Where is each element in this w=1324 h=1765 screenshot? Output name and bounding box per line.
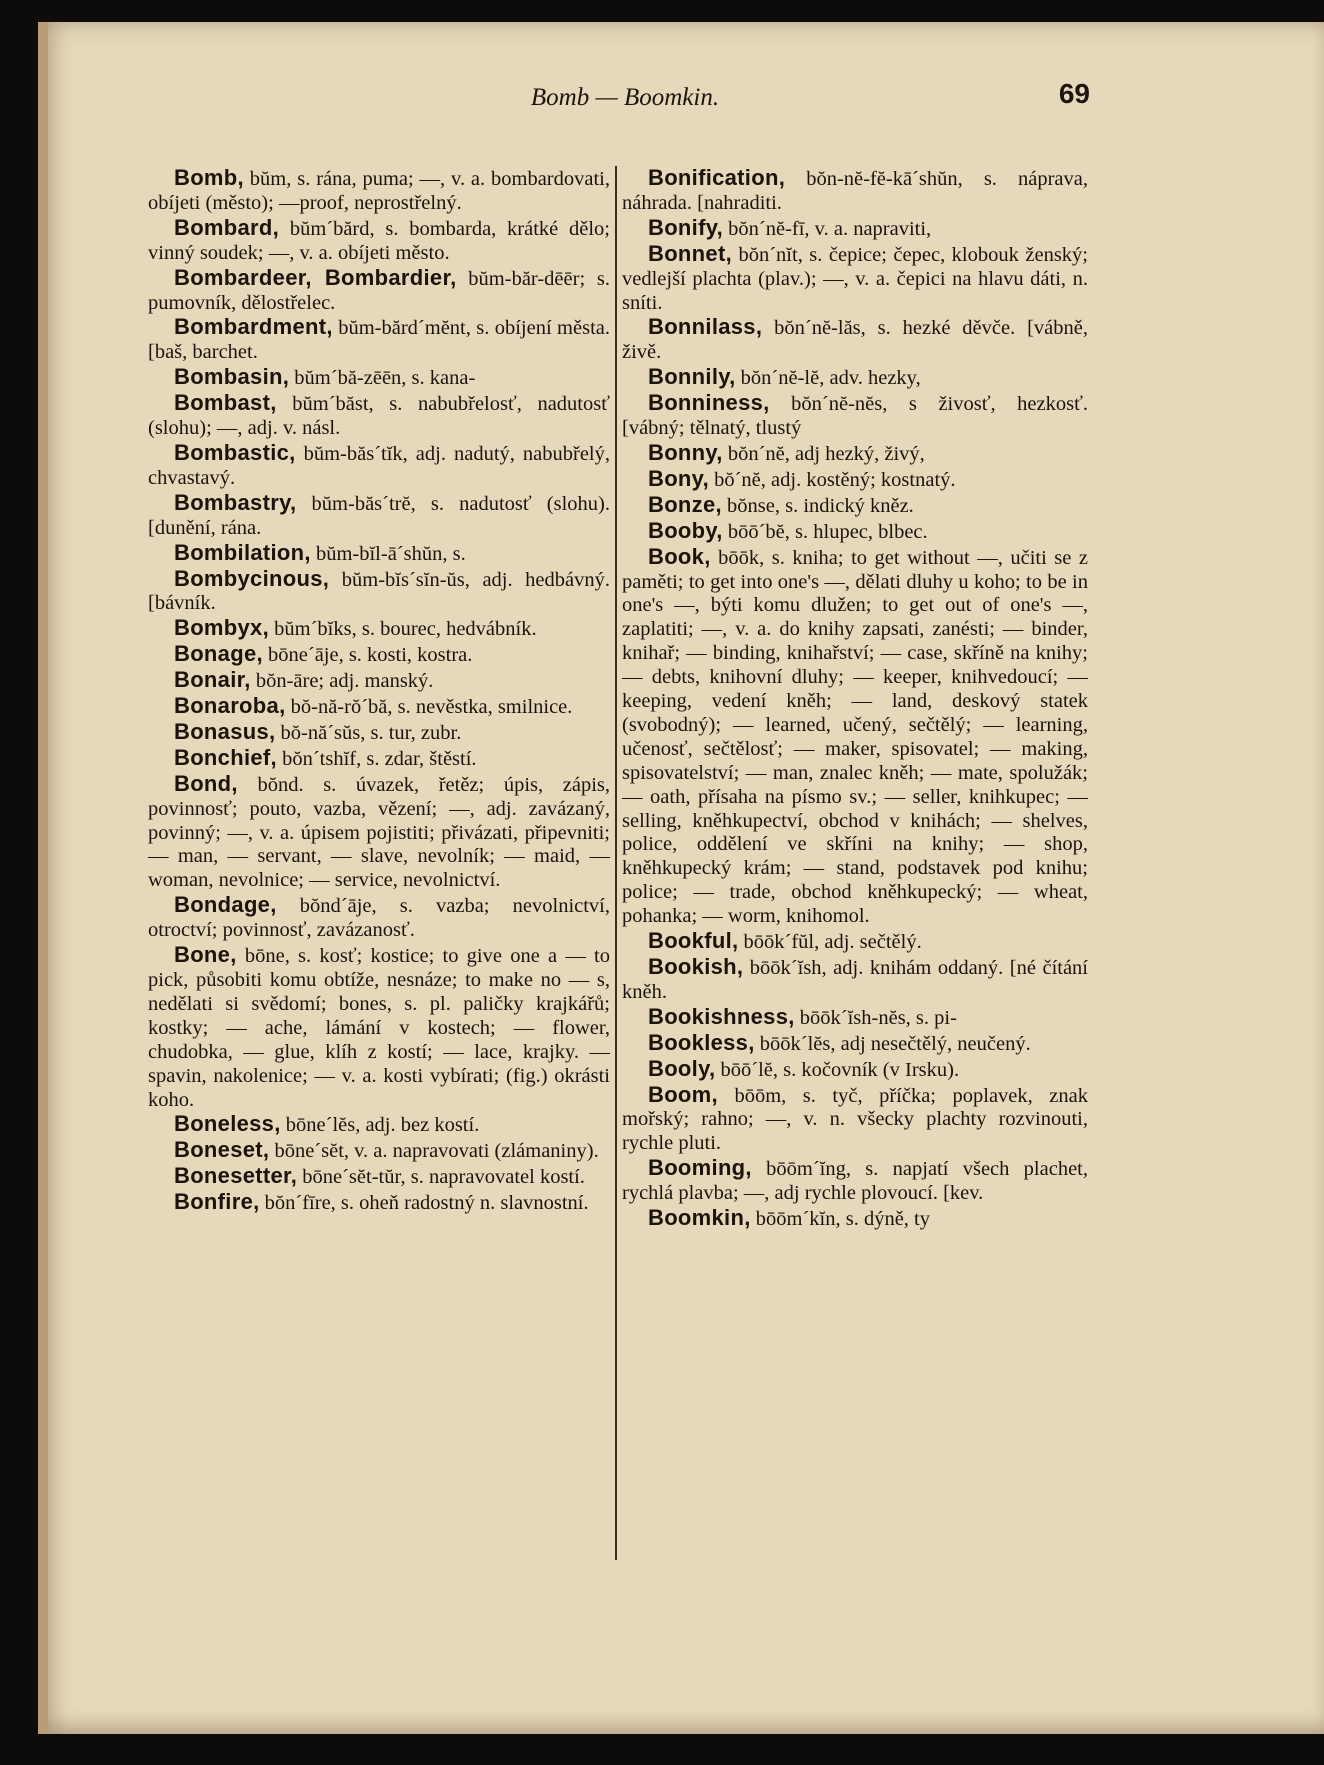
headword: Bombyx, <box>174 615 270 641</box>
dictionary-entry <box>622 467 1088 493</box>
dictionary-entry <box>148 441 610 491</box>
entry-definition: bŭm-bărd´mĕnt, s. obíjení města. [baš, barchet. <box>148 317 610 364</box>
headword: Bombastic, <box>174 439 296 465</box>
entry-definition: bŏnse, s. indický kněz. <box>721 494 914 517</box>
entry-definition: bōne´lĕs, adj. bez kostí. <box>280 1114 480 1137</box>
entry-definition: bŭm, s. rána, puma; —, v. a. bombardovati, obíjeti (město); —proof, neprostřelný. <box>148 168 610 214</box>
headword: Bombilation, <box>174 539 311 565</box>
headword: Booly, <box>648 1055 716 1081</box>
page-header <box>160 78 1090 118</box>
headword: Bonasus, <box>174 718 276 744</box>
headword: Bombardeer, Bombardier, <box>174 264 457 290</box>
entry-definition: bōōk, s. kniha; to get without —, učiti se z paměti; to get into one's —, dělati dluhy u koho; to be in one's —, býti komu dlužen; to get out of one's —, zaplatiti; —, v. a. do knihy zapsati, zanésti; — binder, knihař; — binding, knihařství; — case, skříně na knihy; — debts, knihovní dluhy; — keeper, knihvedoucí; — keeping, vedení kněh; — land, deskový statek (svobodný); — learned, učený, sečtělý; — learning, učenosť, sečtělosť; — maker, spisovatel; — making, spisovatelství; — man, znalec kněh; — mate, spolužák; — oath, přísaha na písmo sv.; — seller, knihkupec; — selling, kněhkupectví, obchod v knihách; — shelves, police, oddělení ve skříni na knihy; — shop, kněhkupecký krám; — stand, podstavek pod knihu; police; — trade, obchod kněhkupecký; — wheat, pohanka; — worm, knihomol. <box>622 546 1088 928</box>
headword: Boomkin, <box>648 1205 751 1231</box>
dictionary-entry <box>622 519 1088 545</box>
headword: Bombard, <box>174 214 280 240</box>
headword: Bonchief, <box>174 744 277 770</box>
running-head: Bomb — Boomkin. <box>530 84 720 111</box>
dictionary-entry <box>148 694 610 720</box>
dictionary-entry <box>622 1031 1088 1057</box>
dictionary-entry <box>148 567 610 617</box>
entry-definition: bŏn´nĕ-lăs, s. hezké děvče. [vábně, živě. <box>622 317 1088 364</box>
dictionary-entry <box>622 545 1088 930</box>
headword: Bookishness, <box>648 1003 795 1029</box>
headword: Bonaroba, <box>174 693 286 719</box>
entry-definition: bōōk´ĭsh-nĕs, s. pi- <box>794 1006 957 1029</box>
entry-definition: bŭm-băs´trĕ, s. nadutosť (slohu). [dunění, rána. <box>148 492 610 539</box>
dictionary-entry <box>148 491 610 541</box>
entry-definition: bōne, s. kosť; kostice; to give one a — to pick, působiti komu obtíže, nesnáze; to make no — s, nedělati si svědomí; bones, s. pl. paličky krajkářů; kostky; — ache, lámání v kostech; — flower, chudobka, — glue, klíh z kostí; — lace, krajky. — spavin, nakolenice; — v. a. kosti vybírati; (fig.) okrásti koho. <box>148 945 610 1111</box>
headword: Bonny, <box>648 439 723 465</box>
dictionary-entry <box>148 893 610 943</box>
entry-definition: bŏ´nĕ, adj. kostěný; kostnatý. <box>708 468 956 491</box>
entry-definition: bŭm-băs´tĭk, adj. nadutý, nabubřelý, chvastavý. <box>148 442 610 489</box>
dictionary-entry <box>622 166 1088 216</box>
entry-definition: bŏnd´āje, s. vazba; nevolnictví, otroctví; povinnosť, zavázanosť. <box>148 895 610 942</box>
headword: Booming, <box>648 1155 752 1181</box>
dictionary-entry <box>622 1057 1088 1083</box>
right-column <box>622 166 1088 1232</box>
headword: Bony, <box>648 465 709 491</box>
entry-definition: bŏn´nĕ-fī, v. a. napraviti, <box>723 217 932 240</box>
dictionary-entry <box>622 955 1088 1005</box>
headword: Bombasin, <box>174 364 290 390</box>
entry-definition: bōōk´ĭsh, adj. knihám oddaný. [né čítání kněh. <box>622 957 1088 1003</box>
headword: Bondage, <box>174 892 277 918</box>
dictionary-entry <box>148 365 610 391</box>
dictionary-entry <box>622 1206 1088 1232</box>
entry-definition: bŏn´nĕ-lĕ, adv. hezky, <box>735 367 921 390</box>
dictionary-entry <box>148 1112 610 1138</box>
headword: Bombastry, <box>174 489 297 515</box>
dictionary-entry <box>622 1005 1088 1031</box>
dictionary-entry <box>148 1164 610 1190</box>
dictionary-entry <box>148 943 610 1112</box>
headword: Bookish, <box>648 954 744 979</box>
dictionary-entry <box>148 266 610 316</box>
headword: Bonniness, <box>648 390 770 416</box>
headword: Bonification, <box>648 165 786 190</box>
page-number: 69 <box>1058 78 1090 109</box>
dictionary-entry <box>622 441 1088 467</box>
dictionary-entry <box>148 720 610 746</box>
headword: Bonze, <box>648 491 722 517</box>
dictionary-entry <box>622 242 1088 316</box>
dictionary-entry <box>148 216 610 266</box>
entry-definition: bōō´bĕ, s. hlupec, blbec. <box>722 520 928 543</box>
dictionary-entry <box>148 668 610 694</box>
entry-definition: bŏn´tshĭf, s. zdar, štěstí. <box>276 747 477 770</box>
dictionary-entry <box>148 1190 610 1216</box>
entry-definition: bōōm, s. tyč, příčka; poplavek, znak mořský; rahno; —, v. n. všecky plachty rozvinouti, rychle pluti. <box>622 1084 1088 1155</box>
headword: Bonair, <box>174 667 251 693</box>
entry-definition: bōōk´fŭl, adj. sečtělý. <box>738 931 922 954</box>
entry-definition: bŭm´băst, s. nabubřelosť, nadutosť (slohu); —, adj. v. násl. <box>148 393 610 440</box>
headword: Book, <box>648 543 711 569</box>
entry-definition: bŏn-nĕ-fĕ-kā´shŭn, s. náprava, náhrada. [nahraditi. <box>622 168 1088 214</box>
entry-definition: bŏn´nĭt, s. čepice; čepec, klobouk ženský; vedlejší plachta (plav.); —, v. a. čepici na hlavu dáti, n. sníti. <box>622 243 1088 314</box>
headword: Bonfire, <box>174 1189 260 1215</box>
headword: Bonesetter, <box>174 1163 298 1189</box>
entry-definition: bŭm-bĭs´sĭn-ŭs, adj. hedbávný. [bávník. <box>148 568 610 615</box>
dictionary-entry <box>622 216 1088 242</box>
headword: Bombast, <box>174 390 277 416</box>
dictionary-entry <box>148 772 610 894</box>
headword: Bond, <box>174 770 238 796</box>
entry-definition: bŭm-băr-dēēr; s. pumovník, dělostřelec. <box>148 267 611 314</box>
dictionary-entry <box>622 1083 1088 1157</box>
entry-definition: bŏn´nĕ, adj hezký, živý, <box>722 442 925 465</box>
dictionary-entry <box>148 746 610 772</box>
headword: Bookful, <box>648 928 739 954</box>
dictionary-entry <box>148 541 610 567</box>
headword: Bombycinous, <box>174 565 330 591</box>
headword: Bonnilass, <box>648 314 763 340</box>
dictionary-entry <box>622 315 1088 365</box>
entry-definition: bŏ-nă-rŏ´bă, s. nevěstka, smilnice. <box>285 696 573 719</box>
headword: Bombardment, <box>174 314 333 340</box>
headword: Bomb, <box>174 165 244 190</box>
entry-definition: bŭm´bĭks, s. bourec, hedvábník. <box>269 618 537 641</box>
headword: Bonify, <box>648 214 724 240</box>
dictionary-entry <box>622 493 1088 519</box>
dictionary-entry <box>148 616 610 642</box>
dictionary-entry <box>148 166 610 216</box>
column-divider <box>615 166 617 1560</box>
entry-definition: bōō´lĕ, s. kočovník (v Irsku). <box>715 1058 960 1081</box>
book-spine-edge <box>38 22 48 1734</box>
entry-definition: bŏn´nĕ-nĕs, s živosť, hezkosť. [vábný; tělnatý, tlustý <box>622 393 1088 440</box>
entry-definition: bōōm´ĭng, s. napjatí všech plachet, rychlá plavba; —, adj rychle plovoucí. [kev. <box>622 1158 1088 1205</box>
headword: Boneset, <box>174 1137 270 1163</box>
entry-definition: bōne´sĕt, v. a. napravovati (zlámaniny). <box>269 1140 599 1163</box>
dictionary-entry <box>148 315 610 365</box>
headword: Boom, <box>648 1081 718 1107</box>
entry-definition: bŏnd. s. úvazek, řetěz; úpis, zápis, povinnosť; pouto, vazba, vězení; —, adj. zavázaný, povinný; —, v. a. úpisem pojistiti; přivázati, připevniti; — man, — servant, — slave, nevolník; — maid, — woman, nevolnice; — service, nevolnictví. <box>148 773 610 892</box>
left-column <box>148 166 610 1216</box>
entry-definition: bŭm-bĭl-ā´shŭn, s. <box>310 542 466 565</box>
entry-definition: bŏ-nă´sŭs, s. tur, zubr. <box>275 721 462 744</box>
entry-definition: bōne´sĕt-tŭr, s. napravovatel kostí. <box>297 1166 585 1189</box>
dictionary-entry <box>622 1156 1088 1206</box>
entry-definition: bŏn´fīre, s. oheň radostný n. slavnostní. <box>259 1192 589 1215</box>
headword: Booby, <box>648 517 723 543</box>
entry-definition: bōne´āje, s. kosti, kostra. <box>262 644 473 667</box>
entry-definition: bōōk´lĕs, adj nesečtělý, neučený. <box>754 1032 1031 1055</box>
entry-definition: bōōm´kĭn, s. dýně, ty <box>750 1208 930 1231</box>
dictionary-entry <box>148 391 610 441</box>
dictionary-entry <box>148 642 610 668</box>
headword: Bonnily, <box>648 364 736 390</box>
headword: Bookless, <box>648 1029 755 1055</box>
dictionary-entry <box>622 365 1088 391</box>
entry-definition: bŏn-āre; adj. manský. <box>250 670 434 693</box>
entry-definition: bŭm´bă-zēēn, s. kana- <box>289 367 476 390</box>
dictionary-entry <box>622 391 1088 441</box>
entry-definition: bŭm´bărd, s. bombarda, krátké dělo; vinný soudek; —, v. a. obíjeti město. <box>148 217 610 264</box>
headword: Bonage, <box>174 641 263 667</box>
dictionary-entry <box>622 929 1088 955</box>
headword: Bone, <box>174 942 237 968</box>
headword: Boneless, <box>174 1111 281 1137</box>
dictionary-entry <box>148 1138 610 1164</box>
headword: Bonnet, <box>648 240 732 266</box>
